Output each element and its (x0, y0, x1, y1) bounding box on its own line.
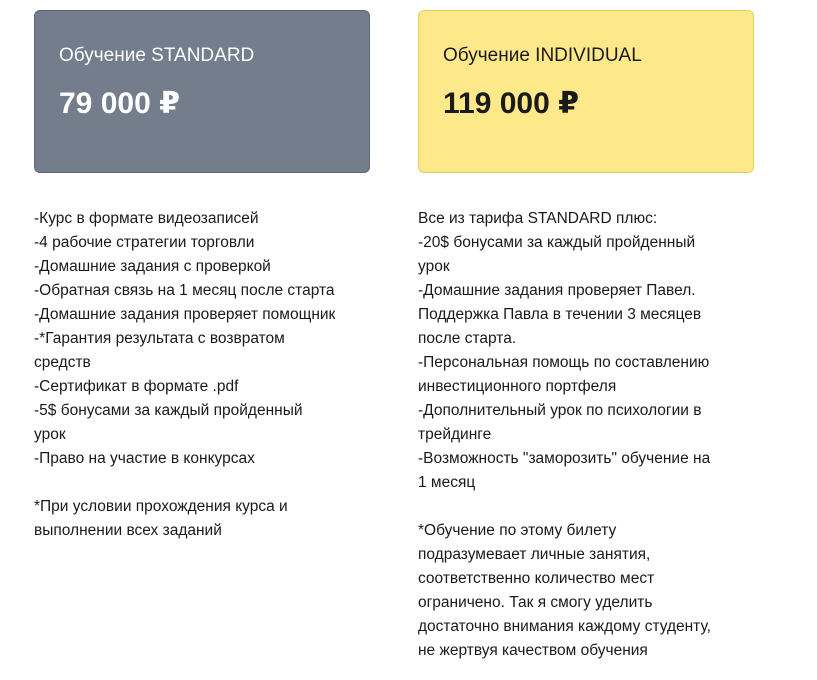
feature-line: -Домашние задания проверяет Павел. (418, 282, 696, 299)
note-line: выполнении всех заданий (34, 522, 222, 539)
feature-line: Поддержка Павла в течении 3 месяцев (418, 306, 702, 323)
note-line: достаточно внимания каждому студенту, (418, 618, 711, 635)
feature-line: -Сертификат в формате .pdf (34, 378, 239, 395)
note-line: ограничено. Так я смогу уделить (418, 594, 653, 611)
feature-line: урок (418, 258, 450, 275)
feature-line: -Возможность "заморозить" обучение на (418, 450, 711, 467)
spacer (418, 495, 754, 519)
feature-line: -4 рабочие стратегии торговли (34, 234, 255, 251)
note-line: соответственно количество мест (418, 570, 655, 587)
feature-line: урок (34, 426, 66, 443)
feature-line: -Домашние задания проверяет помощник (34, 306, 336, 323)
feature-line: средств (34, 354, 91, 371)
note-line: *Обучение по этому билету (418, 522, 617, 539)
plan-standard-column (34, 10, 370, 543)
feature-line: -Домашние задания с проверкой (34, 258, 271, 275)
feature-line: 1 месяц (418, 474, 476, 491)
feature-line: -Дополнительный урок по психологии в (418, 402, 702, 419)
note-line: *При условии прохождения курса и (34, 498, 288, 515)
note-line: не жертвуя качеством обучения (418, 642, 648, 659)
spacer (34, 471, 370, 495)
plan-standard-price: 79 000 ₽ (59, 87, 180, 120)
feature-line: Все из тарифа STANDARD плюс: (418, 210, 658, 227)
feature-line: инвестиционного портфеля (418, 378, 617, 395)
plan-individual-title: Обучение INDIVIDUAL (443, 45, 642, 66)
feature-line: -*Гарантия результата с возвратом (34, 330, 285, 347)
plan-individual-price: 119 000 ₽ (443, 87, 579, 120)
plan-standard-card[interactable] (34, 10, 370, 173)
plan-individual-features (418, 207, 754, 663)
feature-line: -20$ бонусами за каждый пройденный (418, 234, 696, 251)
plan-standard-features (34, 207, 370, 543)
feature-line: после старта. (418, 330, 517, 347)
feature-line: -Обратная связь на 1 месяц после старта (34, 282, 335, 299)
feature-line: -5$ бонусами за каждый пройденный (34, 402, 303, 419)
plan-individual-column (418, 10, 754, 663)
note-line: подразумевает личные занятия, (418, 546, 651, 563)
feature-line: -Персональная помощь по составлению (418, 354, 710, 371)
feature-line: -Право на участие в конкурсах (34, 450, 255, 467)
feature-line: -Курс в формате видеозаписей (34, 210, 259, 227)
feature-line: трейдинге (418, 426, 492, 443)
plan-individual-card[interactable] (418, 10, 754, 173)
plan-standard-title: Обучение STANDARD (59, 45, 255, 66)
